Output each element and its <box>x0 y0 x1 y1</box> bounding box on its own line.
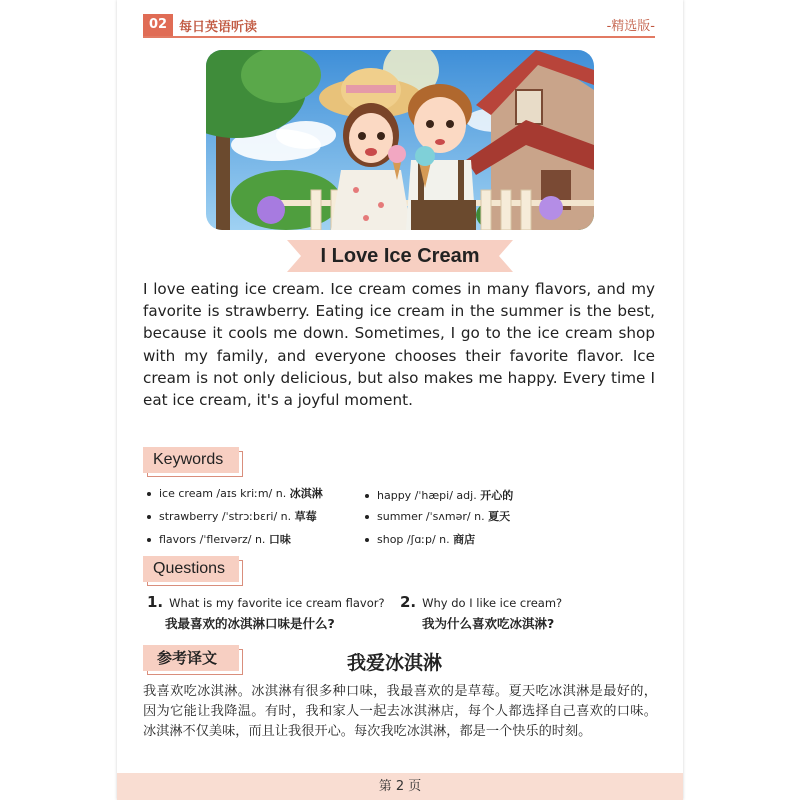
header-edition-tag: -精选版- <box>606 19 655 34</box>
keyword-item: summer /ˈsʌmər/ n. 夏天 <box>365 508 510 524</box>
keyword-item: happy /ˈhæpi/ adj. 开心的 <box>365 487 513 503</box>
translation-title: 我爱冰淇淋 <box>347 652 443 674</box>
question-2-translation: 我为什么喜欢吃冰淇淋? <box>422 616 555 631</box>
questions-label: Questions <box>143 556 243 582</box>
keyword-item: strawberry /ˈstrɔːbɛri/ n. 草莓 <box>147 508 317 524</box>
title-ribbon <box>287 240 513 272</box>
header-title: 每日英语听读 <box>179 20 258 35</box>
keywords-label: Keywords <box>143 447 243 473</box>
question-1-translation: 我最喜欢的冰淇淋口味是什么? <box>165 616 335 631</box>
keyword-item: shop /ʃɑːp/ n. 商店 <box>365 531 475 547</box>
question-2: 2. Why do I like ice cream? <box>400 593 563 611</box>
illustration-children-ice-cream-icon <box>206 50 594 230</box>
story-title: I Love Ice Cream <box>320 245 480 267</box>
translation-label: 参考译文 <box>143 645 243 671</box>
page-number: 第 2 页 <box>378 779 422 794</box>
story-passage: I love eating ice cream. Ice cream comes in many flavors, and my favorite is strawberry. Eating ice cream in the summer is the best, because it cools me down. Sometimes, I go to the ice cream shop with my family, and everyone chooses their favorite flavor. Ice cream is not only delicious, but also makes me happy. Every time I eat ice cream, it's a joyful moment. <box>143 280 655 410</box>
keyword-item: flavors /ˈfleɪvərz/ n. 口味 <box>147 531 291 547</box>
translation-text: 我喜欢吃冰淇淋。冰淇淋有很多种口味，我最喜欢的是草莓。夏天吃冰淇淋是最好的，因为它能让我降温。有时，我和家人一起去冰淇淋店，每个人都选择自己喜欢的口味。冰淇淋不仅美味，而且让我很开心。每次我吃冰淇淋，都是一个快乐的时刻。 <box>143 684 657 740</box>
worksheet-page <box>117 0 683 800</box>
story-illustration <box>206 50 594 230</box>
page-footer <box>117 773 683 800</box>
keyword-item: ice cream /aɪs kriːm/ n. 冰淇淋 <box>147 485 323 501</box>
lesson-number-badge: 02 <box>143 14 173 36</box>
header-divider <box>143 36 655 38</box>
question-1: 1. What is my favorite ice cream flavor? <box>147 593 385 611</box>
